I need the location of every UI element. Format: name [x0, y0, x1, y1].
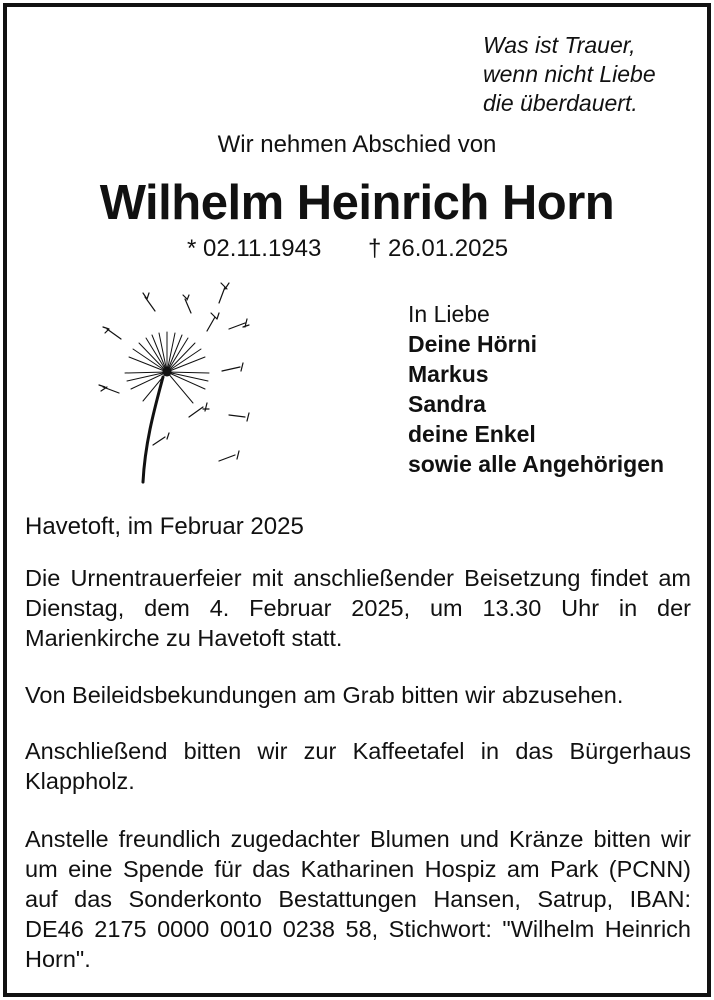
quote-line-1: Was ist Trauer,	[483, 32, 636, 58]
mourner-name: sowie alle Angehörigen	[408, 451, 665, 477]
dandelion-icon	[85, 277, 265, 487]
deceased-name: Wilhelm Heinrich Horn	[99, 176, 615, 230]
mourner-name: Markus	[408, 361, 489, 387]
quote-line-2: wenn nicht Liebe	[483, 61, 656, 87]
mourner-name: Sandra	[408, 391, 486, 417]
mourner-name: Deine Hörni	[408, 331, 538, 357]
obituary-notice	[3, 3, 711, 997]
quote	[483, 31, 656, 118]
mourners-lead: In Liebe	[408, 301, 490, 327]
mourner-name: deine Enkel	[408, 421, 536, 447]
donation-paragraph: Anstelle freundlich zugedachter Blumen und Kränze bitten wir um eine Spende für das Katharinen Hospiz am Park (PCNN) auf das Sonderkonto Bestattungen Hansen, Satrup, IBAN: DE46 2175 0000 0010 0238 58, Stichwort: "Wilhelm Heinrich Horn".	[25, 826, 691, 972]
quote-line-3: die überdauert.	[483, 90, 638, 116]
birth-date: * 02.11.1943	[187, 235, 322, 262]
death-date: † 26.01.2025	[368, 235, 509, 262]
ceremony-paragraph: Die Urnentrauerfeier mit anschließender Beisetzung findet am Dienstag, dem 4. Februar 2025, um 13.30 Uhr in der Marienkirche zu Havetoft statt.	[25, 565, 691, 651]
life-dates	[187, 235, 508, 263]
place-and-date: Havetoft, im Februar 2025	[25, 513, 304, 540]
mourners-list	[408, 299, 664, 479]
intro-text: Wir nehmen Abschied von	[217, 131, 497, 158]
coffee-paragraph: Anschließend bitten wir zur Kaffeetafel in das Bürgerhaus Klappholz.	[25, 738, 691, 794]
condolence-paragraph: Von Beileidsbekundungen am Grab bitten wir abzusehen.	[25, 682, 624, 708]
